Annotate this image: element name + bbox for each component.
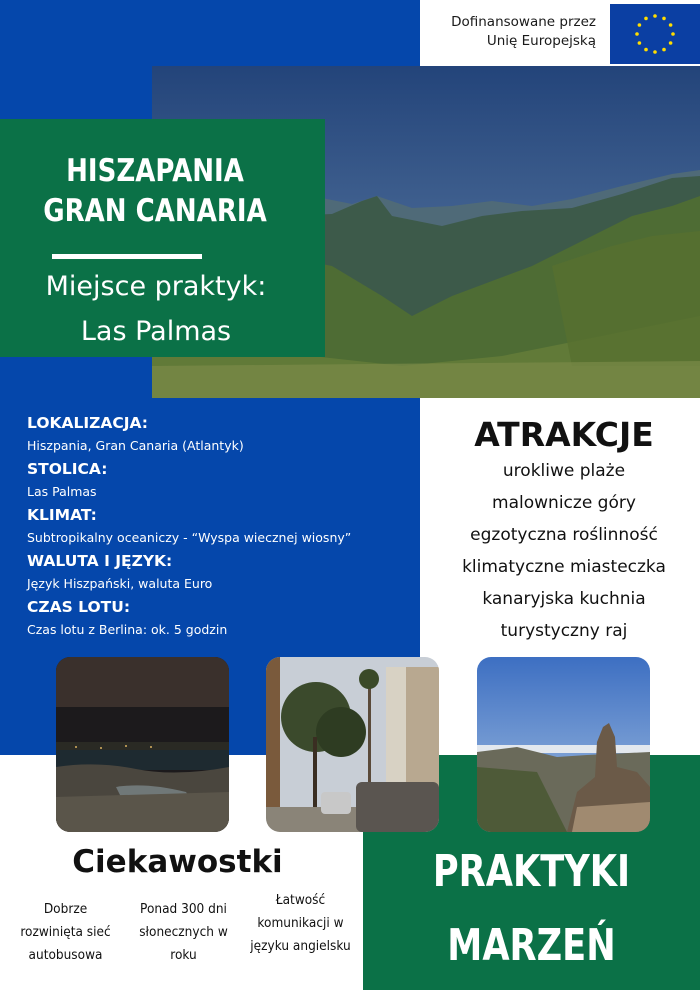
fact-item-bus-network xyxy=(14,898,118,967)
city-street-palms-photo xyxy=(266,657,439,832)
facts-title: Ciekawostki xyxy=(72,844,283,880)
attractions-section xyxy=(436,415,692,647)
night-coast-photo xyxy=(56,657,229,832)
subtitle-line-1: Miejsce praktyk: xyxy=(45,271,267,302)
info-section xyxy=(27,412,417,642)
info-value-flight-time: Czas lotu z Berlina: ok. 5 godzin xyxy=(27,622,228,637)
info-label-flight-time: CZAS LOTU: xyxy=(27,598,131,616)
fact-line: autobusowa xyxy=(28,947,103,963)
slogan-line-2: MARZEŃ xyxy=(447,920,616,971)
eu-funding-line-1: Dofinansowane przez xyxy=(451,14,596,30)
attractions-title: ATRAKCJE xyxy=(474,415,654,454)
eu-funding-line-2: Unię Europejską xyxy=(486,33,596,49)
slogan xyxy=(397,835,667,983)
facts-list xyxy=(8,892,358,967)
page-subtitle xyxy=(0,264,312,354)
title-box xyxy=(0,119,325,357)
info-label-currency-language: WALUTA I JĘZYK: xyxy=(27,552,173,570)
info-value-location: Hiszpania, Gran Canaria (Atlantyk) xyxy=(27,438,244,453)
info-value-currency-language: Język Hiszpański, waluta Euro xyxy=(27,576,213,591)
info-value-capital: Las Palmas xyxy=(27,484,97,499)
title-line-1: HISZAPANIA xyxy=(66,153,244,189)
title-line-2: GRAN CANARIA xyxy=(43,193,267,229)
fact-line: Łatwość xyxy=(275,892,326,908)
attraction-item: malownicze góry xyxy=(492,493,636,513)
attraction-item: klimatyczne miasteczka xyxy=(462,557,666,577)
info-label-capital: STOLICA: xyxy=(27,460,108,478)
title-divider xyxy=(52,254,202,259)
attraction-item: kanaryjska kuchnia xyxy=(482,589,646,609)
info-label-climate: KLIMAT: xyxy=(27,506,97,524)
fact-line: Dobrze xyxy=(43,901,88,917)
attraction-item: urokliwe plaże xyxy=(502,461,626,481)
fact-line: roku xyxy=(169,947,197,963)
fact-line: komunikacji w xyxy=(257,915,344,931)
slogan-line-1: PRAKTYKI xyxy=(432,846,631,897)
fact-line: słonecznych w xyxy=(138,924,228,940)
eu-flag-icon xyxy=(610,4,700,64)
fact-line: rozwinięta sieć xyxy=(20,924,111,940)
attraction-item: turystyczny raj xyxy=(500,621,628,641)
info-label-location: LOKALIZACJA: xyxy=(27,414,149,432)
fact-item-english-communication xyxy=(249,889,353,967)
fact-item-sunny-days xyxy=(131,898,235,967)
eu-funding-text xyxy=(420,13,610,51)
fact-line: Ponad 300 dni xyxy=(139,901,227,917)
subtitle-line-2: Las Palmas xyxy=(80,316,232,347)
info-value-climate: Subtropikalny oceaniczy - “Wyspa wiecznej wiosny” xyxy=(27,530,352,545)
mountain-rock-peak-photo xyxy=(477,657,650,832)
attraction-item: egzotyczna roślinność xyxy=(470,525,658,545)
fact-line: języku angielsku xyxy=(250,938,351,954)
page-title xyxy=(25,151,285,231)
